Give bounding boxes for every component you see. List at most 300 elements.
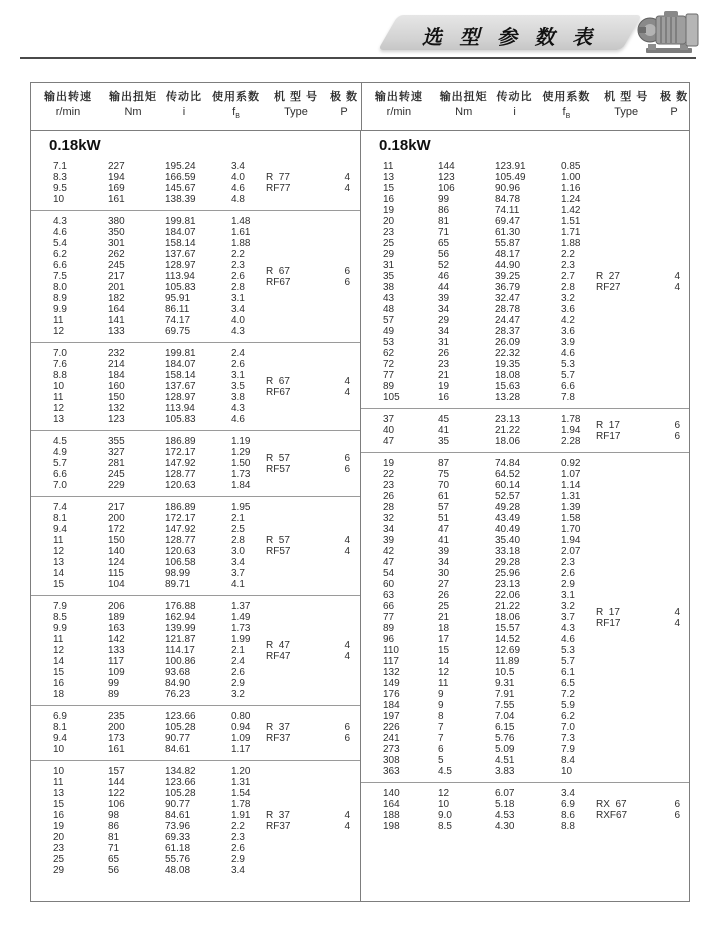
ratio-cell: 36.79	[495, 282, 521, 294]
pole-count: 6	[344, 722, 350, 734]
table-row	[361, 293, 689, 304]
speed-cell: 19	[383, 205, 395, 217]
speed-cell: 7.0	[53, 348, 67, 360]
table-row	[361, 161, 689, 172]
speed-cell: 31	[383, 260, 395, 272]
factor-cell: 4.0	[231, 315, 245, 327]
table-row	[361, 667, 689, 678]
ratio-cell: 105.83	[165, 414, 196, 426]
table-row	[31, 502, 360, 513]
model-line	[266, 387, 350, 398]
speed-cell: 8.5	[53, 612, 67, 624]
factor-cell: 8.8	[561, 821, 575, 833]
torque-cell: 106	[438, 183, 455, 195]
speed-cell: 5.7	[53, 458, 67, 470]
torque-cell: 70	[438, 480, 450, 492]
factor-cell: 4.6	[231, 414, 245, 426]
factor-cell: 4.3	[561, 623, 575, 635]
model-type: RF77	[266, 183, 291, 195]
factor-cell: 1.99	[231, 634, 251, 646]
table-row	[361, 502, 689, 513]
factor-cell: 4.8	[231, 194, 245, 206]
ratio-cell: 7.04	[495, 711, 515, 723]
torque-cell: 45	[438, 414, 450, 426]
torque-cell: 144	[108, 777, 125, 789]
speed-cell: 12	[53, 546, 65, 558]
ratio-cell: 95.91	[165, 293, 191, 305]
torque-cell: 71	[108, 843, 120, 855]
speed-cell: 12	[53, 403, 65, 415]
ratio-group	[361, 783, 689, 837]
ratio-cell: 105.28	[165, 788, 196, 800]
torque-cell: 5	[438, 755, 444, 767]
factor-cell: 0.92	[561, 458, 581, 470]
torque-cell: 350	[108, 227, 125, 239]
ratio-cell: 123.66	[165, 777, 196, 789]
torque-cell: 56	[108, 865, 120, 877]
speed-cell: 11	[53, 634, 64, 646]
speed-cell: 4.5	[53, 436, 67, 448]
factor-cell: 3.2	[561, 293, 575, 305]
ratio-cell: 84.61	[165, 744, 191, 756]
table-row	[361, 315, 689, 326]
torque-cell: 41	[438, 425, 450, 437]
table-row	[361, 733, 689, 744]
factor-cell: 2.6	[231, 271, 245, 283]
torque-cell: 21	[438, 370, 450, 382]
pole-count: 4	[344, 821, 350, 833]
torque-cell: 115	[108, 568, 124, 580]
table-row	[31, 832, 360, 843]
model-block	[266, 376, 350, 398]
torque-cell: 26	[438, 348, 450, 360]
factor-cell: 2.07	[561, 546, 581, 558]
speed-cell: 9.9	[53, 304, 67, 316]
speed-cell: 188	[383, 810, 400, 822]
table-row	[361, 689, 689, 700]
speed-cell: 6.2	[53, 249, 67, 261]
speed-cell: 29	[383, 249, 395, 261]
torque-cell: 75	[438, 469, 450, 481]
table-row	[31, 623, 360, 634]
table-row	[31, 601, 360, 612]
speed-cell: 53	[383, 337, 395, 349]
torque-cell: 327	[108, 447, 125, 459]
table-row	[361, 766, 689, 777]
header-column	[161, 90, 207, 124]
factor-cell: 2.6	[231, 667, 245, 679]
ratio-cell: 25.96	[495, 568, 521, 580]
speed-cell: 40	[383, 425, 395, 437]
speed-cell: 8.9	[53, 293, 67, 305]
ratio-cell: 172.17	[165, 447, 196, 459]
pole-count: 4	[344, 535, 350, 547]
table-row	[31, 766, 360, 777]
speed-cell: 15	[53, 799, 65, 811]
table-row	[361, 359, 689, 370]
factor-cell: 2.9	[231, 678, 245, 690]
factor-cell: 7.0	[561, 722, 575, 734]
factor-cell: 5.9	[561, 700, 575, 712]
model-line	[266, 640, 350, 651]
pole-count: 4	[674, 282, 680, 294]
ratio-cell: 7.91	[495, 689, 515, 701]
model-line	[596, 618, 680, 629]
ratio-cell: 69.75	[165, 326, 191, 338]
table-row	[31, 854, 360, 865]
header-label-cn: 极 数	[660, 91, 689, 103]
ratio-group	[31, 156, 360, 211]
speed-cell: 11	[53, 315, 64, 327]
speed-cell: 47	[383, 436, 395, 448]
ratio-cell: 39.25	[495, 271, 521, 283]
factor-cell: 1.54	[231, 788, 251, 800]
speed-cell: 63	[383, 590, 395, 602]
header-label-en: $f_B$	[562, 106, 571, 121]
ratio-cell: 43.49	[495, 513, 521, 525]
factor-cell: 1.78	[561, 414, 581, 426]
factor-cell: 2.3	[561, 557, 575, 569]
table-row	[361, 348, 689, 359]
table-row	[361, 249, 689, 260]
torque-cell: 51	[438, 513, 450, 525]
torque-cell: 39	[438, 546, 450, 558]
speed-cell: 10	[53, 744, 65, 756]
factor-cell: 4.1	[231, 579, 245, 591]
ratio-cell: 137.67	[165, 249, 196, 261]
factor-cell: 6.1	[561, 667, 575, 679]
header-rule	[20, 57, 696, 59]
speed-cell: 5.4	[53, 238, 67, 250]
speed-cell: 13	[383, 172, 395, 184]
speed-cell: 77	[383, 370, 395, 382]
ratio-cell: 147.92	[165, 524, 196, 536]
ratio-cell: 166.59	[165, 172, 196, 184]
torque-cell: 169	[108, 183, 125, 195]
ratio-cell: 90.77	[165, 799, 191, 811]
model-block	[596, 799, 680, 821]
torque-cell: 164	[108, 304, 125, 316]
pole-count: 4	[344, 546, 350, 558]
pole-count: 4	[344, 810, 350, 822]
factor-cell: 2.3	[231, 832, 245, 844]
torque-cell: 117	[108, 656, 124, 668]
factor-cell: 6.9	[561, 799, 575, 811]
factor-cell: 3.4	[561, 788, 575, 800]
factor-cell: 4.3	[231, 403, 245, 415]
torque-cell: 217	[108, 502, 125, 514]
ratio-cell: 26.09	[495, 337, 521, 349]
factor-cell: 1.88	[561, 238, 581, 250]
table-row	[361, 634, 689, 645]
ratio-cell: 49.28	[495, 502, 521, 514]
header-column	[207, 90, 265, 124]
table-row	[31, 194, 360, 205]
model-block	[266, 810, 350, 832]
pole-count: 4	[344, 386, 350, 398]
factor-cell: 1.95	[231, 502, 251, 514]
torque-cell: 9	[438, 689, 444, 701]
table-row	[361, 216, 689, 227]
torque-cell: 27	[438, 579, 450, 591]
ratio-cell: 4.53	[495, 810, 515, 822]
model-line	[266, 733, 350, 744]
torque-cell: 104	[108, 579, 125, 591]
model-type: R 57	[266, 535, 290, 547]
torque-cell: 380	[108, 216, 125, 228]
table-row	[361, 744, 689, 755]
speed-cell: 7.0	[53, 480, 67, 492]
factor-cell: 1.50	[231, 458, 251, 470]
ratio-cell: 6.07	[495, 788, 515, 800]
table-row	[31, 414, 360, 425]
ratio-cell: 6.15	[495, 722, 515, 734]
factor-cell: 3.1	[561, 590, 575, 602]
torque-cell: 194	[108, 172, 125, 184]
torque-cell: 201	[108, 282, 125, 294]
model-type: RF37	[266, 821, 291, 833]
factor-cell: 1.14	[561, 480, 581, 492]
factor-cell: 10	[561, 766, 573, 778]
table-row	[31, 711, 360, 722]
model-line	[266, 266, 350, 277]
torque-cell: 245	[108, 469, 125, 481]
model-type: R 17	[596, 606, 620, 618]
ratio-cell: 5.09	[495, 744, 515, 756]
factor-cell: 2.2	[231, 821, 245, 833]
model-type: R 67	[266, 375, 290, 387]
table-row	[31, 524, 360, 535]
table-row	[361, 304, 689, 315]
model-type: R 57	[266, 452, 290, 464]
factor-cell: 1.37	[231, 601, 251, 613]
speed-cell: 26	[383, 491, 395, 503]
speed-cell: 9.9	[53, 623, 67, 635]
torque-cell: 41	[438, 535, 450, 547]
ratio-cell: 4.51	[495, 755, 515, 767]
speed-cell: 20	[53, 832, 65, 844]
table-row	[361, 491, 689, 502]
factor-cell: 6.6	[561, 381, 575, 393]
torque-cell: 8.5	[438, 821, 452, 833]
model-block	[596, 607, 680, 629]
table-header-right	[361, 83, 691, 130]
ratio-cell: 15.57	[495, 623, 521, 635]
header-column	[436, 90, 492, 124]
ratio-cell: 74.84	[495, 458, 521, 470]
speed-cell: 22	[383, 469, 395, 481]
factor-cell: 2.6	[231, 359, 245, 371]
torque-cell: 217	[108, 271, 125, 283]
speed-cell: 19	[383, 458, 395, 470]
table-row	[361, 381, 689, 392]
header-label-cn: 输出扭矩	[439, 91, 488, 103]
model-type: RX 67	[596, 799, 627, 811]
factor-cell: 1.94	[561, 425, 581, 437]
pole-count: 6	[674, 419, 680, 431]
model-block	[266, 722, 350, 744]
model-type: R 47	[266, 639, 290, 651]
factor-cell: 5.3	[561, 645, 575, 657]
table-row	[31, 293, 360, 304]
speed-cell: 96	[383, 634, 395, 646]
factor-cell: 1.19	[231, 436, 251, 448]
factor-cell: 7.2	[561, 689, 575, 701]
speed-cell: 23	[53, 843, 65, 855]
factor-cell: 2.9	[231, 854, 245, 866]
speed-cell: 241	[383, 733, 400, 745]
table-row	[361, 722, 689, 733]
ratio-cell: 123.66	[165, 711, 196, 723]
table-body	[31, 131, 689, 901]
table-row	[31, 865, 360, 876]
model-type: RF37	[266, 733, 291, 745]
torque-cell: 142	[108, 634, 125, 646]
ratio-group	[31, 706, 360, 761]
torque-cell: 161	[108, 744, 125, 756]
factor-cell: 5.7	[561, 370, 575, 382]
torque-cell: 39	[438, 293, 450, 305]
speed-cell: 7.1	[53, 161, 67, 173]
pole-count: 6	[674, 799, 680, 811]
torque-cell: 81	[438, 216, 450, 228]
table-row	[31, 348, 360, 359]
ratio-group	[361, 453, 689, 783]
header-label-cn: 输出转速	[374, 91, 423, 103]
ratio-cell: 33.18	[495, 546, 521, 558]
speed-cell: 34	[383, 524, 395, 536]
torque-cell: 99	[108, 678, 120, 690]
ratio-cell: 176.88	[165, 601, 196, 613]
ratio-cell: 60.14	[495, 480, 521, 492]
ratio-cell: 184.07	[165, 227, 196, 239]
pole-count: 6	[344, 276, 350, 288]
speed-cell: 4.6	[53, 227, 67, 239]
torque-cell: 123	[108, 414, 125, 426]
speed-cell: 197	[383, 711, 400, 723]
table-row	[361, 700, 689, 711]
speed-cell: 140	[383, 788, 400, 800]
ratio-cell: 138.39	[165, 194, 196, 206]
table-row	[361, 579, 689, 590]
table-row	[361, 480, 689, 491]
table-row	[361, 557, 689, 568]
factor-cell: 3.4	[231, 557, 245, 569]
header-label-en: Type	[614, 106, 639, 118]
torque-cell: 141	[108, 315, 125, 327]
speed-cell: 9.5	[53, 183, 67, 195]
speed-cell: 60	[383, 579, 395, 591]
ratio-cell: 74.11	[495, 205, 520, 217]
speed-cell: 273	[383, 744, 400, 756]
speed-cell: 39	[383, 535, 395, 547]
factor-cell: 2.1	[231, 513, 245, 525]
factor-cell: 1.24	[561, 194, 581, 206]
speed-cell: 12	[53, 645, 65, 657]
ratio-cell: 162.94	[165, 612, 196, 624]
ratio-cell: 98.99	[165, 568, 191, 580]
factor-cell: 1.48	[231, 216, 251, 228]
factor-cell: 1.09	[231, 733, 251, 745]
factor-cell: 8.4	[561, 755, 575, 767]
ratio-cell: 128.97	[165, 392, 196, 404]
page-title: 选 型 参 数 表	[421, 27, 599, 49]
table-row	[361, 469, 689, 480]
factor-cell: 0.85	[561, 161, 581, 173]
factor-cell: 0.80	[231, 711, 251, 723]
speed-cell: 66	[383, 601, 395, 613]
model-block	[266, 266, 350, 288]
table-row	[361, 645, 689, 656]
speed-cell: 14	[53, 656, 65, 668]
ratio-cell: 120.63	[165, 480, 196, 492]
ratio-cell: 105.83	[165, 282, 196, 294]
speed-cell: 8.1	[53, 513, 67, 525]
model-line	[266, 464, 350, 475]
pole-count: 4	[344, 375, 350, 387]
ratio-cell: 69.33	[165, 832, 191, 844]
ratio-cell: 44.90	[495, 260, 521, 272]
table-row	[361, 227, 689, 238]
factor-cell: 2.5	[231, 524, 245, 536]
factor-cell: 2.7	[561, 271, 575, 283]
ratio-cell: 123.91	[495, 161, 526, 173]
ratio-cell: 35.40	[495, 535, 521, 547]
speed-cell: 8.8	[53, 370, 67, 382]
ratio-cell: 137.67	[165, 381, 196, 393]
pole-count: 6	[344, 463, 350, 475]
speed-cell: 54	[383, 568, 395, 580]
factor-cell: 3.4	[231, 161, 245, 173]
speed-cell: 164	[383, 799, 400, 811]
speed-cell: 43	[383, 293, 395, 305]
header-label-cn: 机 型 号	[273, 91, 319, 103]
power-rating-label: 0.18kW	[49, 137, 101, 155]
model-block	[266, 535, 350, 557]
table-row	[31, 689, 360, 700]
speed-cell: 6.6	[53, 469, 67, 481]
torque-cell: 34	[438, 557, 450, 569]
header-label-cn: 使用系数	[212, 91, 260, 103]
ratio-group	[361, 156, 689, 409]
table-row	[361, 238, 689, 249]
speed-cell: 9.4	[53, 733, 67, 745]
speed-cell: 28	[383, 502, 395, 514]
factor-cell: 4.0	[231, 172, 245, 184]
model-line	[596, 282, 680, 293]
torque-cell: 214	[108, 359, 125, 371]
speed-cell: 37	[383, 414, 395, 426]
factor-cell: 2.3	[561, 260, 575, 272]
table-row	[31, 403, 360, 414]
torque-cell: 4.5	[438, 766, 452, 778]
ratio-group	[361, 409, 689, 453]
speed-cell: 29	[53, 865, 65, 877]
speed-cell: 8.1	[53, 722, 67, 734]
torque-cell: 86	[438, 205, 450, 217]
speed-cell: 110	[383, 645, 399, 657]
torque-cell: 301	[108, 238, 125, 250]
speed-cell: 6.9	[53, 711, 67, 723]
factor-cell: 1.73	[231, 469, 251, 481]
model-type: R 77	[266, 172, 290, 184]
torque-cell: 34	[438, 326, 450, 338]
header-label-en: r/min	[386, 106, 412, 118]
torque-cell: 124	[108, 557, 125, 569]
ratio-cell: 139.99	[165, 623, 196, 635]
table-row	[31, 249, 360, 260]
ratio-cell: 199.81	[165, 348, 196, 360]
